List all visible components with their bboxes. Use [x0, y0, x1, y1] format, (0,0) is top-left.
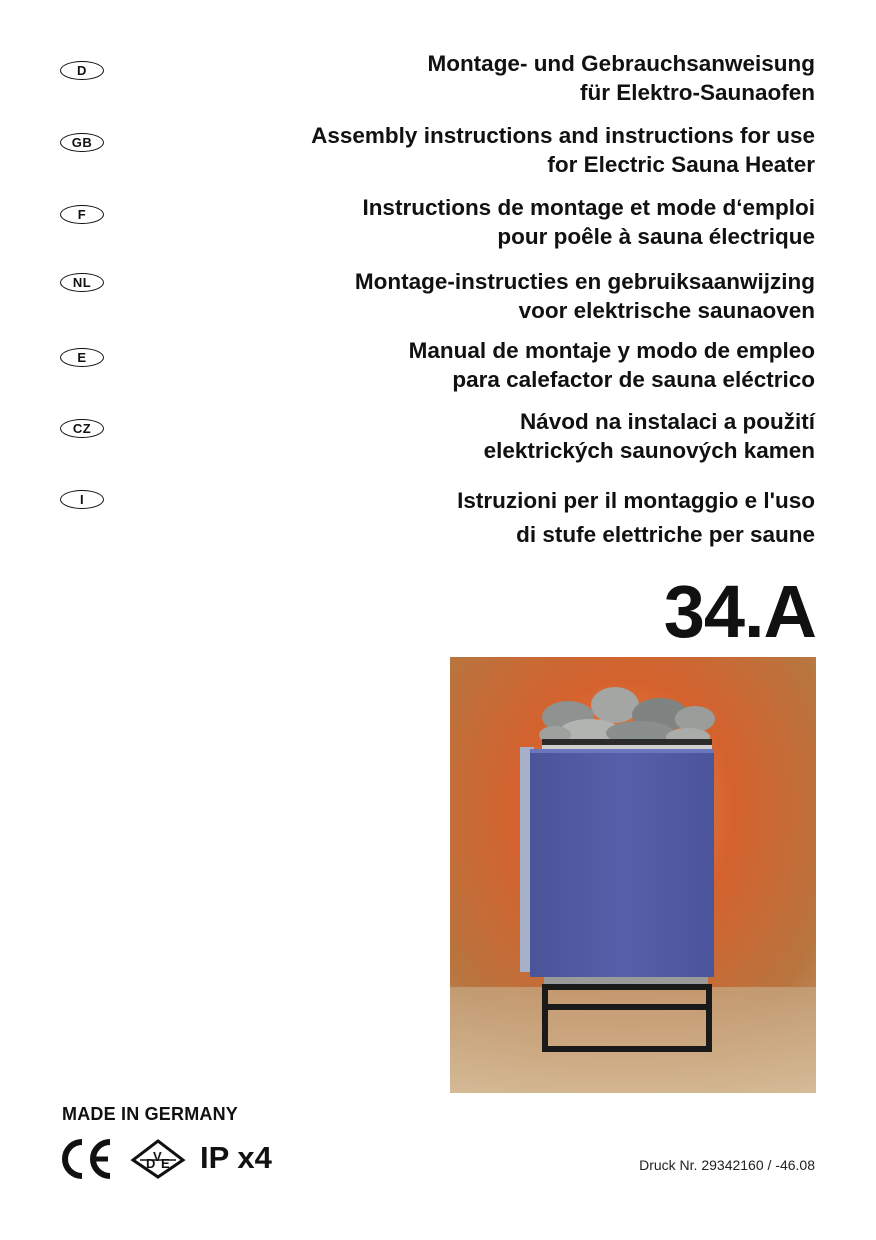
vde-mark-icon [130, 1138, 186, 1180]
language-badge-fr: F [60, 205, 104, 224]
model-number: 34.A [663, 570, 816, 653]
title-es-line2: para calefactor de sauna eléctrico [452, 367, 815, 392]
title-gb [195, 121, 815, 179]
title-nl-line2: voor elektrische saunaoven [518, 298, 815, 323]
title-es-line1: Manual de montaje y modo de empleo [408, 338, 815, 363]
title-fr [195, 193, 815, 251]
title-de-line2: für Elektro-Saunaofen [579, 80, 815, 105]
language-badge-es: E [60, 348, 104, 367]
language-badge-nl: NL [60, 273, 104, 292]
title-de-line1: Montage- und Gebrauchsanweisung [427, 51, 815, 76]
svg-text:E: E [161, 1156, 170, 1171]
title-fr-line1: Instructions de montage et mode d‘emploi [362, 195, 815, 220]
title-cz-line1: Návod na instalaci a použití [519, 409, 815, 434]
title-nl [195, 267, 815, 325]
title-it-line2: di stufe elettriche per saune [516, 522, 815, 547]
made-in-label: MADE IN GERMANY [62, 1104, 239, 1124]
title-de [195, 49, 815, 107]
title-gb-line1: Assembly instructions and instructions for use [311, 123, 815, 148]
svg-text:D: D [146, 1156, 156, 1171]
title-cz-line2: elektrických saunových kamen [483, 438, 815, 463]
title-it [195, 484, 815, 552]
title-es [195, 336, 815, 394]
ip-rating: IP x4 [200, 1140, 272, 1175]
title-nl-line1: Montage-instructies en gebruiksaanwijzing [354, 269, 815, 294]
product-photo [450, 657, 816, 1093]
language-badge-de: D [60, 61, 104, 80]
title-fr-line2: pour poêle à sauna électrique [497, 224, 815, 249]
language-badge-gb: GB [60, 133, 104, 152]
title-gb-line2: for Electric Sauna Heater [547, 152, 815, 177]
ce-mark-icon [60, 1136, 116, 1182]
heater-body [530, 749, 714, 977]
language-badge-it: I [60, 490, 104, 509]
language-badge-cz: CZ [60, 419, 104, 438]
print-number: Druck Nr. 29342160 / -46.08 [639, 1157, 815, 1173]
title-cz [195, 407, 815, 465]
title-it-line1: Istruzioni per il montaggio e l'uso [457, 488, 815, 513]
svg-text:V: V [153, 1149, 162, 1164]
